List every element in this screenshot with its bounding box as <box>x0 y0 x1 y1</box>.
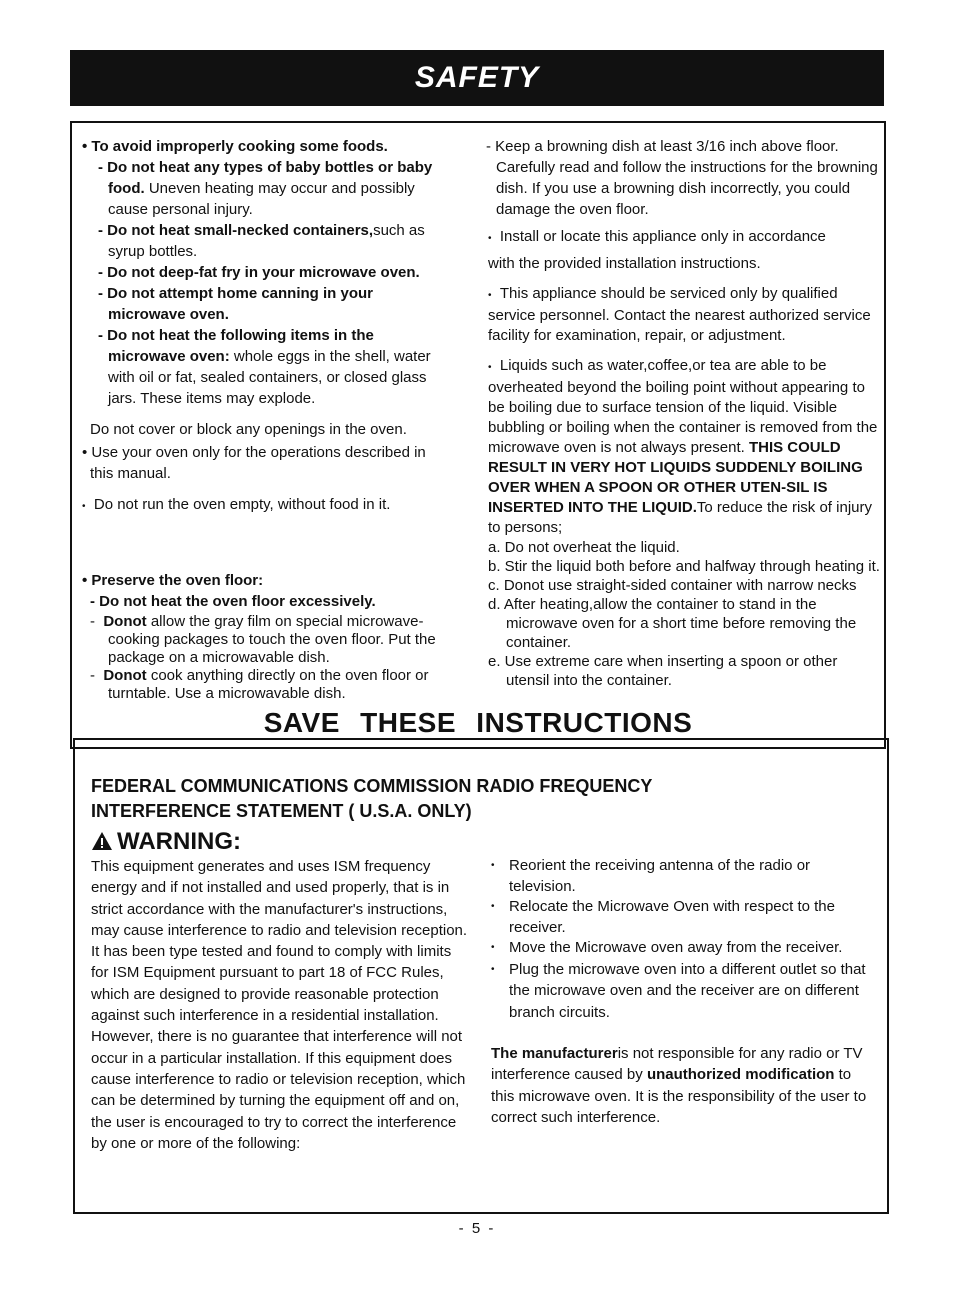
interference-measures-list <box>491 856 876 1023</box>
measure-item: • Relocate the Microwave Oven with respect to the receiver. <box>491 898 835 936</box>
install-note: • Install or locate this appliance only in accordance <box>488 228 826 245</box>
manufacturer-note: The manufactureris not responsible for any radio or TV interference caused by unauthorized modification to this microwave oven. It is the responsibility of the user to correct such interference. <box>491 1045 867 1126</box>
empty-oven-note: • Do not run the oven empty, without food in it. <box>82 496 391 513</box>
install-note-2: with the provided installation instructions. <box>488 255 761 272</box>
use-oven-note: • Use your oven only for the operations described in <box>82 444 426 461</box>
cooking-heading: • To avoid improperly cooking some foods. <box>82 138 388 155</box>
small-necked-warning: - Do not heat small-necked containers,such as <box>98 222 425 239</box>
liquid-steps-list <box>486 538 882 690</box>
use-oven-note-2: this manual. <box>90 465 171 482</box>
measure-item: • Plug the microwave oven into a different outlet so that the microwave oven and the receiver are on different branch circuits. <box>491 960 866 1021</box>
cook-direct-note: - Donot cook anything directly on the oven floor or turntable. Use a microwavable dish. <box>90 667 429 702</box>
save-instructions-heading: SAVE THESE INSTRUCTIONS <box>263 707 693 738</box>
small-necked-detail: syrup bottles. <box>108 243 198 260</box>
baby-bottles-detail: food. Uneven heating may occur and possibly <box>108 180 415 197</box>
oven-floor-section <box>82 571 467 703</box>
canning-warning-2: microwave oven. <box>108 306 229 323</box>
safety-right-column <box>486 136 882 690</box>
safety-banner <box>70 50 884 106</box>
service-note: • This appliance should be serviced only by qualified service personnel. Contact the nearest authorized service facility for examination, repair, or adjustment. <box>488 285 871 344</box>
openings-note: Do not cover or block any openings in the oven. <box>90 421 407 438</box>
deep-fat-warning: - Do not deep-fat fry in your microwave oven. <box>98 264 420 281</box>
fcc-right-column <box>491 856 876 1128</box>
fcc-body <box>91 856 469 1154</box>
liquid-step: c. Donot use straight-sided container with narrow necks <box>488 577 857 594</box>
floor-subheading: - Do not heat the oven floor excessively. <box>90 593 376 610</box>
baby-bottles-detail-2: cause personal injury. <box>108 201 253 218</box>
liquid-step: d. After heating,allow the container to stand in the microwave oven for a short time before removing the container. <box>488 596 857 651</box>
warning-triangle-icon <box>91 831 113 851</box>
liquid-step: b. Stir the liquid both before and halfway through heating it. <box>488 558 880 575</box>
fcc-box <box>73 738 889 1214</box>
page-title: SAFETY <box>414 61 540 94</box>
items-detail-2: with oil or fat, sealed containers, or closed glass <box>108 369 427 386</box>
items-warning: - Do not heat the following items in the <box>98 327 374 344</box>
page-number: - 5 - <box>458 1220 496 1237</box>
liquid-step: a. Do not overheat the liquid. <box>488 539 680 556</box>
gray-film-note: - Donot allow the gray film on special microwave-cooking packages to touch the oven floor. Put the package on a microwavable dish. <box>90 613 436 666</box>
browning-dish-note: - Keep a browning dish at least 3/16 inch above floor. Carefully read and follow the instructions for the browning dish. If you use a browning dish incorrectly, you could damage the oven floor. <box>486 138 878 218</box>
fcc-body-text: This equipment generates and uses ISM frequency energy and if not installed and used properly, that is in strict accordance with the manufacturer's instructions, may cause interference to radio and television reception. It has been type tested and found to comply with limits for ISM Equipment pursuant to part 18 of FCC Rules, which are designed to provide reasonable protection against such interference in a residential installation. However, there is no guarantee that interference will not occur in a particular installation. If this equipment does cause interference to radio or television reception, which can be determined by turning the equipment off and on, the user is encouraged to try to correct the interference by one or more of the following: <box>91 858 468 1152</box>
canning-warning: - Do not attempt home canning in your <box>98 285 373 302</box>
liquids-warning: • Liquids such as water,coffee,or tea are able to be overheated beyond the boiling point without appearing to be boiling due to surface tension of the liquid. Visible bubbling or boiling when the container is removed from the microwave oven is not always present. THIS COULD RESULT IN VERY HOT LIQUIDS SUDDENLY BOILING OVER WHEN A SPOON OR OTHER UTEN-SIL IS INSERTED INTO THE LIQUID.To reduce the risk of injury to persons; <box>488 357 878 536</box>
baby-bottles-warning: - Do not heat any types of baby bottles or baby <box>98 159 433 176</box>
measure-item: • Reorient the receiving antenna of the radio or television. <box>491 857 811 895</box>
fcc-title: FEDERAL COMMUNICATIONS COMMISSION RADIO FREQUENCY INTERFERENCE STATEMENT ( U.S.A. ONLY) <box>91 776 653 821</box>
safety-left-column <box>82 136 467 517</box>
safety-box <box>70 121 886 749</box>
warning-heading: WARNING: <box>91 828 241 856</box>
floor-heading: • Preserve the oven floor: <box>82 572 264 589</box>
liquid-step: e. Use extreme care when inserting a spoon or other utensil into the container. <box>488 653 838 689</box>
items-detail: microwave oven: whole eggs in the shell, water <box>108 348 431 365</box>
measure-item: • Move the Microwave oven away from the receiver. <box>491 939 843 956</box>
items-detail-3: jars. These items may explode. <box>108 390 316 407</box>
